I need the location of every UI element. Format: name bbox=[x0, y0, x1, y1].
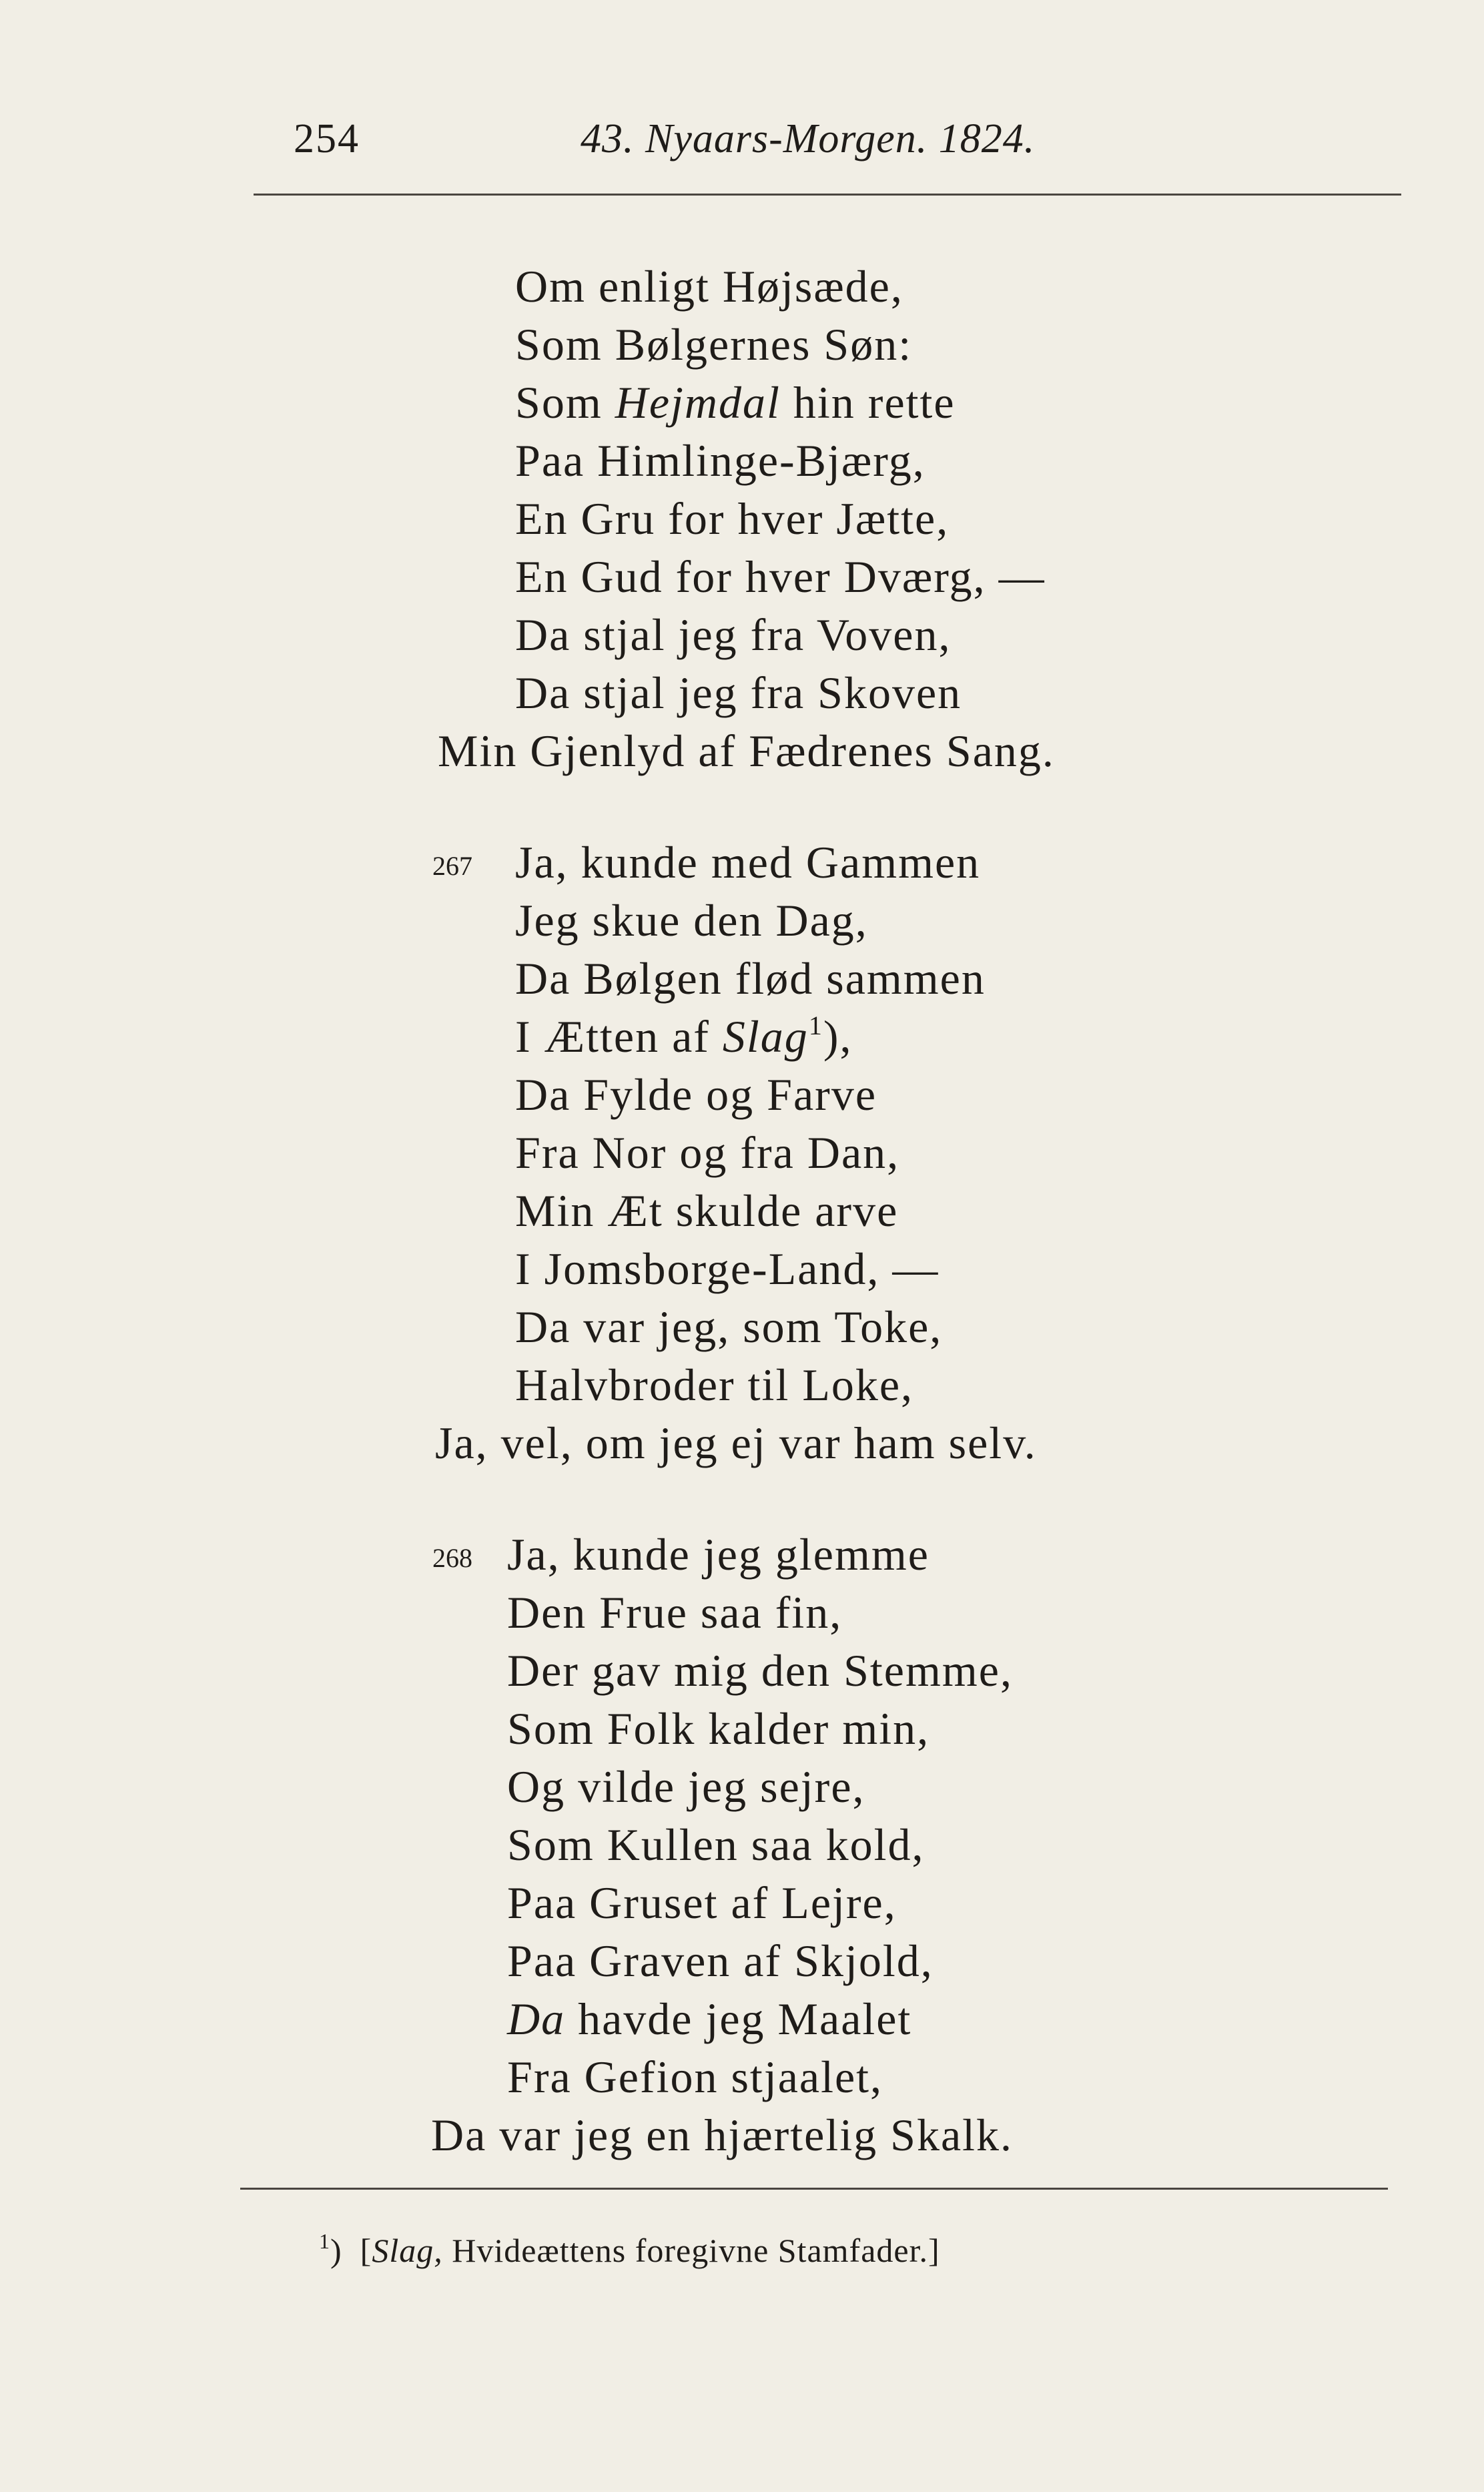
verse-line: Den Frue saa fin, bbox=[507, 1587, 843, 1638]
verse-line: Paa Gruset af Lejre, bbox=[507, 1877, 897, 1928]
verse-line: Da Fylde og Farve bbox=[515, 1069, 877, 1120]
verse-line: Min Gjenlyd af Fædrenes Sang. bbox=[438, 725, 1055, 776]
verse-line: Som Hejmdal hin rette bbox=[515, 377, 956, 428]
verse-line: Paa Graven af Skjold, bbox=[507, 1935, 934, 1986]
verse-line: Da stjal jeg fra Voven, bbox=[515, 609, 952, 660]
header-rule bbox=[254, 194, 1401, 196]
verse-line: Halvbroder til Loke, bbox=[515, 1359, 914, 1410]
page-number: 254 bbox=[294, 116, 360, 162]
verse-line: Fra Gefion stjaalet, bbox=[507, 2052, 883, 2102]
verse-line: En Gud for hver Dværg, — bbox=[515, 551, 1046, 602]
verse-line: Ja, kunde med Gammen bbox=[515, 837, 981, 888]
verse-number: 267 bbox=[432, 851, 472, 881]
verse-line: Min Æt skulde arve bbox=[515, 1185, 899, 1236]
verse-line: Da havde jeg Maalet bbox=[507, 1993, 912, 2044]
footnote-text: Hvideættens foregivne Stamfader.] bbox=[452, 2232, 940, 2269]
verse-line: Som Folk kalder min, bbox=[507, 1703, 930, 1754]
verse-line: Som Bølgernes Søn: bbox=[515, 319, 913, 370]
footnote-marker: 1 bbox=[319, 2229, 330, 2253]
verse-line: Jeg skue den Dag, bbox=[515, 895, 868, 946]
verse-line: Fra Nor og fra Dan, bbox=[515, 1127, 900, 1178]
verse-line: Ja, vel, om jeg ej var ham selv. bbox=[435, 1418, 1037, 1468]
verse-line: Da stjal jeg fra Skoven bbox=[515, 667, 962, 718]
footnote-ref[interactable]: 1 bbox=[808, 1010, 823, 1040]
verse-emphasis: Hejmdal bbox=[615, 377, 781, 428]
running-title: 43. Nyaars-Morgen. 1824. bbox=[581, 116, 1036, 162]
verse-line: Da var jeg en hjærtelig Skalk. bbox=[431, 2110, 1014, 2160]
verse-emphasis: Da bbox=[507, 1993, 566, 2044]
verse-line: Ja, kunde jeg glemme bbox=[507, 1529, 930, 1580]
verse-line: I Jomsborge-Land, — bbox=[515, 1243, 940, 1294]
verse-emphasis: Slag bbox=[722, 1011, 809, 1062]
verse-line: Da Bølgen flød sammen bbox=[515, 953, 986, 1004]
verse-number: 268 bbox=[432, 1543, 472, 1573]
verse-line: Der gav mig den Stemme, bbox=[507, 1645, 1013, 1696]
footnote-rule bbox=[240, 2188, 1388, 2190]
footnote: $^1$) [Slag, Hvideættens foregivne Stamfader.] bbox=[319, 2229, 940, 2269]
footnote-term: Slag, bbox=[372, 2232, 443, 2269]
verse-line: I Ætten af Slag$^1$), bbox=[515, 1010, 853, 1062]
verse-line: En Gru for hver Jætte, bbox=[515, 493, 950, 544]
verse-line: Om enligt Højsæde, bbox=[515, 261, 903, 312]
verse-line: Paa Himlinge-Bjærg, bbox=[515, 435, 925, 486]
verse-line: Og vilde jeg sejre, bbox=[507, 1761, 865, 1812]
verse-line: Da var jeg, som Toke, bbox=[515, 1301, 943, 1352]
verse-line: Som Kullen saa kold, bbox=[507, 1819, 925, 1870]
